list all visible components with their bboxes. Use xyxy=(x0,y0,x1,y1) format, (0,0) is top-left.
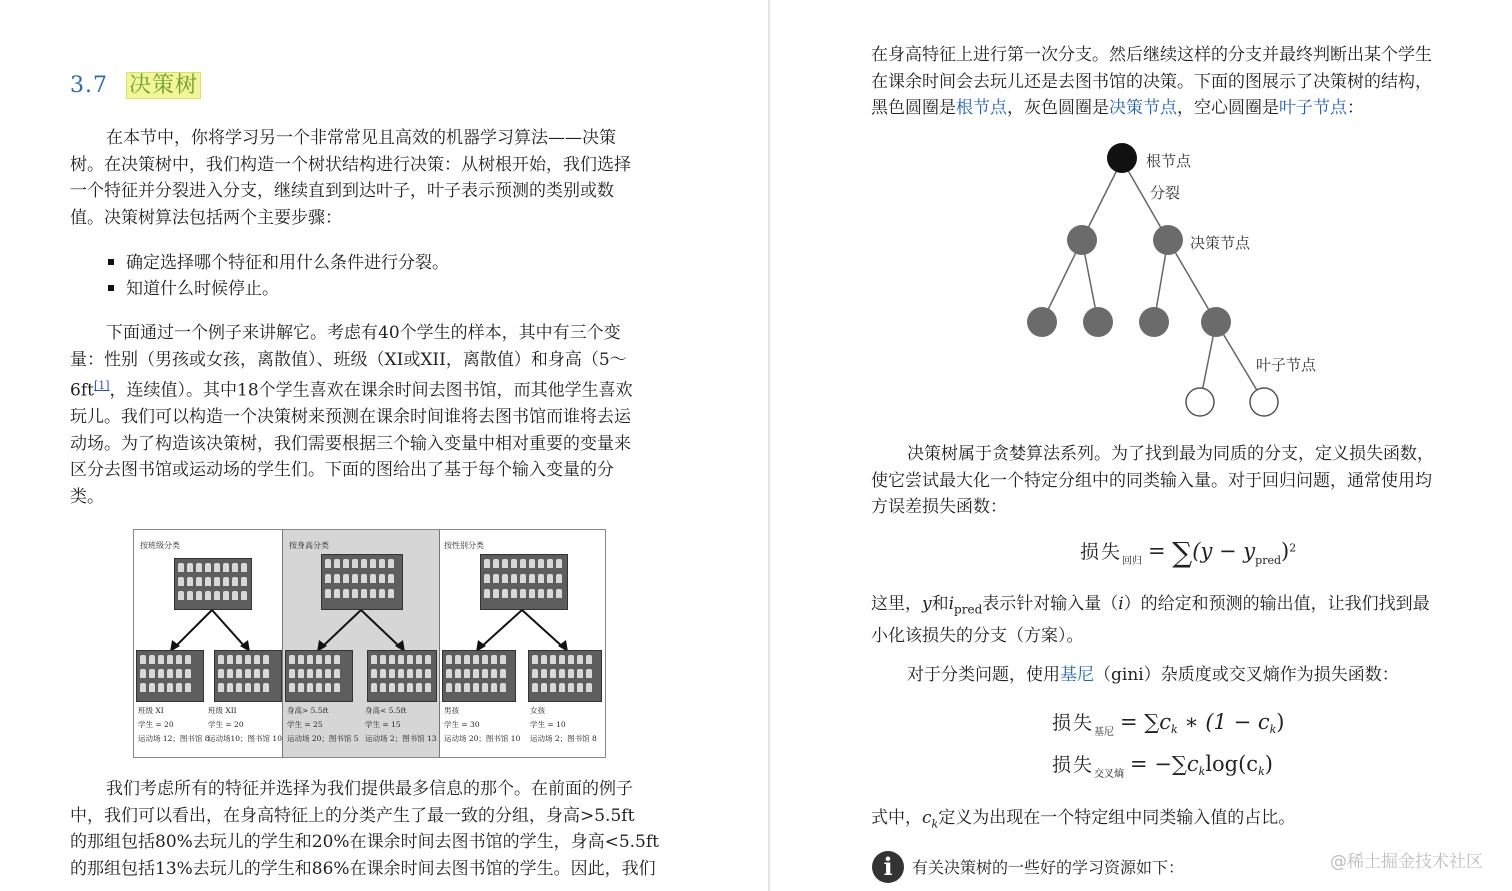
student-group-block xyxy=(214,650,282,702)
student-glyph xyxy=(371,655,377,664)
student-glyph xyxy=(482,683,488,692)
student-glyph xyxy=(254,683,260,692)
leaf-node xyxy=(1186,388,1214,416)
student-group-block xyxy=(285,650,353,702)
intro-line: 值。决策树算法包括两个主要步骤： xyxy=(70,207,342,228)
student-glyph xyxy=(307,655,313,664)
student-glyph xyxy=(559,655,565,664)
student-group-block xyxy=(528,650,602,702)
root-node-term: 根节点 xyxy=(956,98,1007,118)
example-line: 玩儿。我们可以构造一个决策树来预测在课余时间谁将去图书馆而谁将去运 xyxy=(70,407,631,428)
panel-title: 按身高分类 xyxy=(289,541,329,550)
student-glyph xyxy=(254,669,260,678)
tree-graph xyxy=(1020,138,1350,428)
student-glyph xyxy=(500,669,506,678)
student-glyph xyxy=(380,683,386,692)
student-glyph xyxy=(446,655,452,664)
student-glyph xyxy=(176,683,182,692)
panel-title: 按班级分类 xyxy=(140,541,180,550)
student-glyph xyxy=(158,669,164,678)
example-line: 动场。为了构造该决策树，我们需要根据三个输入变量中相对重要的变量来 xyxy=(70,433,631,454)
student-glyph xyxy=(532,683,538,692)
student-glyph xyxy=(586,683,592,692)
gini-loss-formula: 损失$_{基尼} = \sum c_k$ ∗ $(1 - c_k)$ xyxy=(1052,710,1285,738)
student-glyph xyxy=(455,683,461,692)
student-glyph xyxy=(416,683,422,692)
ck-definition: 式中，$c_k$定义为出现在一个特定组中同类输入值的占比。 xyxy=(871,808,1296,831)
student-glyph xyxy=(140,683,146,692)
student-glyph xyxy=(227,669,233,678)
student-glyph xyxy=(140,669,146,678)
student-glyph xyxy=(541,683,547,692)
student-glyph xyxy=(149,669,155,678)
bullet-item: 确定选择哪个特征和用什么条件进行分裂。 xyxy=(108,250,449,276)
student-glyph xyxy=(149,683,155,692)
group-caption: 身高> 5.5ft 学生 = 25 运动场 20；图书馆 5 xyxy=(287,706,359,743)
student-glyph xyxy=(263,655,269,664)
example-line: 类。 xyxy=(70,486,104,507)
student-glyph xyxy=(236,655,242,664)
student-glyph xyxy=(455,669,461,678)
example-line: 下面通过一个例子来讲解它。考虑有40个学生的样本，其中有三个变 xyxy=(106,323,621,343)
student-glyph xyxy=(167,669,173,678)
classification-figure xyxy=(133,529,606,758)
student-glyph xyxy=(577,655,583,664)
decision-node-term: 决策节点 xyxy=(1109,98,1177,118)
student-glyph xyxy=(140,655,146,664)
student-glyph xyxy=(473,669,479,678)
student-glyph xyxy=(446,683,452,692)
body-line: 我们考虑所有的特征并选择为我们提供最多信息的那个。在前面的例子 xyxy=(106,779,633,799)
student-glyph xyxy=(176,655,182,664)
student-glyph xyxy=(167,683,173,692)
student-glyph xyxy=(464,669,470,678)
bullet-marker xyxy=(108,285,114,291)
student-glyph xyxy=(407,655,413,664)
student-glyph xyxy=(425,683,431,692)
body-line: 的那组包括13%去玩儿的学生和86%在课余时间去图书馆的学生。因此，我们 xyxy=(70,858,656,879)
gini-term: 基尼 xyxy=(1060,665,1094,685)
section-number: 3.7 xyxy=(70,73,108,98)
student-glyph xyxy=(532,655,538,664)
section-heading xyxy=(70,68,201,99)
bullet-item: 知道什么时候停止。 xyxy=(108,276,279,302)
group-caption: 身高< 5.5ft 学生 = 15 运动场 2；图书馆 13 xyxy=(365,706,437,743)
student-glyph xyxy=(491,683,497,692)
footnote-link[interactable]: [1] xyxy=(93,379,110,392)
student-glyph xyxy=(425,655,431,664)
body-line: 在身高特征上进行第一次分支。然后继续这样的分支并最终判断出某个学生 xyxy=(871,45,1432,65)
student-glyph xyxy=(380,655,386,664)
root-node-label: 根节点 xyxy=(1146,152,1192,170)
student-glyph xyxy=(218,683,224,692)
body-line: 方误差损失函数： xyxy=(871,497,1007,517)
student-glyph xyxy=(316,669,322,678)
greedy-paragraph xyxy=(871,441,1434,521)
intro-line: 树。在决策树中，我们构造一个树状结构进行决策：从树根开始，我们选择 xyxy=(70,154,631,175)
student-glyph xyxy=(389,655,395,664)
body-line: 在课余时间会去玩儿还是去图书馆的决策。下面的图展示了决策树的结构， xyxy=(871,71,1432,92)
group-caption: 女孩 学生 = 10 运动场 2；图书馆 8 xyxy=(530,706,597,743)
root-node xyxy=(1107,143,1137,173)
student-glyph xyxy=(245,683,251,692)
student-glyph xyxy=(500,683,506,692)
student-glyph xyxy=(185,669,191,678)
student-glyph xyxy=(334,683,340,692)
student-glyph xyxy=(167,655,173,664)
student-glyph xyxy=(473,655,479,664)
example-line: 6ft[1]，连续值）。其中18个学生喜欢在课余时间去图书馆，而其他学生喜欢 xyxy=(70,379,633,401)
decision-node xyxy=(1201,307,1231,337)
decision-node xyxy=(1067,225,1097,255)
section-title: 决策树 xyxy=(126,72,201,99)
example-line: 量：性别（男孩或女孩，离散值）、班级（XI或XII，离散值）和身高（5～ xyxy=(70,349,627,370)
student-glyph xyxy=(371,683,377,692)
student-glyph xyxy=(307,669,313,678)
after-figure-paragraph xyxy=(70,776,659,882)
resources-note: 有关决策树的一些好的学习资源如下： xyxy=(912,858,1185,877)
student-glyph xyxy=(185,683,191,692)
student-glyph xyxy=(307,683,313,692)
student-glyph xyxy=(245,655,251,664)
split-label: 分裂 xyxy=(1150,184,1181,202)
body-line: 决策树属于贪婪算法系列。为了找到最为同质的分支，定义损失函数， xyxy=(907,444,1434,464)
student-glyph xyxy=(298,669,304,678)
student-glyph xyxy=(559,669,565,678)
body-line: 黑色圆圈是根节点，灰色圆圈是决策节点，空心圆圈是叶子节点： xyxy=(871,98,1364,118)
decision-tree-diagram xyxy=(1020,138,1350,428)
example-paragraph xyxy=(70,320,633,510)
intro-paragraph xyxy=(70,125,631,231)
decision-node xyxy=(1083,307,1113,337)
student-glyph xyxy=(218,669,224,678)
body-line: 的那组包括80%去玩儿的学生和20%在课余时间去图书馆的学生，身高<5.5ft xyxy=(70,832,659,852)
student-glyph xyxy=(158,683,164,692)
student-glyph xyxy=(407,683,413,692)
student-glyph xyxy=(541,669,547,678)
student-glyph xyxy=(455,655,461,664)
student-glyph xyxy=(398,683,404,692)
group-caption: 班级 XII 学生 = 20 运动场10；图书馆 10 xyxy=(208,706,282,743)
student-glyph xyxy=(577,683,583,692)
student-glyph xyxy=(254,655,260,664)
student-glyph xyxy=(568,655,574,664)
student-glyph xyxy=(325,683,331,692)
student-glyph xyxy=(380,669,386,678)
student-glyph xyxy=(568,683,574,692)
student-glyph xyxy=(577,669,583,678)
gini-paragraph: 对于分类问题，使用基尼（gini）杂质度或交叉熵作为损失函数： xyxy=(907,665,1399,685)
student-glyph xyxy=(464,655,470,664)
figure-panel-gender xyxy=(438,530,605,757)
student-glyph xyxy=(298,655,304,664)
student-glyph xyxy=(491,669,497,678)
example-line: 区分去图书馆或运动场的学生们。下面的图给出了基于每个输入变量的分 xyxy=(70,460,614,481)
student-glyph xyxy=(149,655,155,664)
student-glyph xyxy=(491,655,497,664)
decision-node-label: 决策节点 xyxy=(1190,234,1251,252)
student-glyph xyxy=(586,655,592,664)
student-glyph xyxy=(158,655,164,664)
student-glyph xyxy=(185,655,191,664)
figure-panel-class xyxy=(134,530,282,757)
student-glyph xyxy=(425,669,431,678)
student-glyph xyxy=(289,669,295,678)
student-glyph xyxy=(500,655,506,664)
student-glyph xyxy=(416,669,422,678)
leaf-node-term: 叶子节点 xyxy=(1279,98,1347,118)
student-glyph xyxy=(227,683,233,692)
student-glyph xyxy=(550,669,556,678)
student-group-block xyxy=(442,650,516,702)
student-glyph xyxy=(398,669,404,678)
body-line: 这里，y和$i_{pred}$表示针对输入量（i）的给定和预测的输出值，让我们找到最 xyxy=(871,594,1430,617)
leaf-node xyxy=(1250,388,1278,416)
decision-node xyxy=(1027,307,1057,337)
info-icon: i xyxy=(872,851,904,883)
student-glyph xyxy=(263,669,269,678)
student-glyph xyxy=(236,683,242,692)
student-glyph xyxy=(464,683,470,692)
intro-line: 一个特征并分裂进入分支，继续直到到达叶子，叶子表示预测的类别或数 xyxy=(70,181,614,201)
continuation-paragraph xyxy=(871,42,1432,122)
student-glyph xyxy=(325,669,331,678)
site-watermark: @稀土掘金技术社区 xyxy=(1330,852,1483,872)
intro-line: 在本节中，你将学习另一个非常常见且高效的机器学习算法——决策 xyxy=(106,128,616,148)
student-glyph xyxy=(245,669,251,678)
student-glyph xyxy=(316,655,322,664)
figure-panel-height xyxy=(282,530,440,757)
student-glyph xyxy=(263,683,269,692)
student-glyph xyxy=(389,683,395,692)
regression-loss-formula: 损失$_{回归} = \sum(y - y_{pred})^2$ xyxy=(1080,536,1297,569)
student-glyph xyxy=(289,655,295,664)
decision-node xyxy=(1139,307,1169,337)
student-glyph xyxy=(550,655,556,664)
student-glyph xyxy=(227,655,233,664)
student-glyph xyxy=(371,669,377,678)
student-glyph xyxy=(482,669,488,678)
student-glyph xyxy=(236,669,242,678)
student-glyph xyxy=(559,683,565,692)
student-glyph xyxy=(586,669,592,678)
body-line: 中，我们可以看出，在身高特征上的分类产生了最一致的分组，身高>5.5ft xyxy=(70,805,635,826)
cross-entropy-loss-formula: 损失$_{交叉熵} = -\sum c_k\log(c_k)$ xyxy=(1052,752,1273,780)
student-glyph xyxy=(334,669,340,678)
student-glyph xyxy=(541,655,547,664)
student-glyph xyxy=(473,683,479,692)
leaf-node-label: 叶子节点 xyxy=(1256,356,1317,374)
student-glyph xyxy=(176,669,182,678)
decision-node xyxy=(1153,225,1183,255)
student-glyph xyxy=(218,655,224,664)
explanation-paragraph xyxy=(871,591,1430,649)
student-glyph xyxy=(532,669,538,678)
student-glyph xyxy=(325,655,331,664)
body-line: 小化该损失的分支（方案）。 xyxy=(871,625,1084,646)
group-caption: 班级 XI 学生 = 20 运动场 12；图书馆 8 xyxy=(138,706,210,743)
student-glyph xyxy=(289,683,295,692)
panel-title: 按性别分类 xyxy=(444,541,484,550)
student-group-block xyxy=(367,650,437,702)
student-glyph xyxy=(298,683,304,692)
body-line: 使它尝试最大化一个特定分组中的同类输入量。对于回归问题，通常使用均 xyxy=(871,470,1432,491)
student-glyph xyxy=(398,655,404,664)
student-group-block xyxy=(136,650,204,702)
student-glyph xyxy=(407,669,413,678)
group-caption: 男孩 学生 = 30 运动场 20；图书馆 10 xyxy=(444,706,521,743)
student-glyph xyxy=(568,669,574,678)
student-glyph xyxy=(482,655,488,664)
student-glyph xyxy=(550,683,556,692)
student-glyph xyxy=(416,655,422,664)
student-glyph xyxy=(334,655,340,664)
student-glyph xyxy=(316,683,322,692)
bullet-marker xyxy=(108,259,114,265)
student-glyph xyxy=(389,669,395,678)
student-glyph xyxy=(446,669,452,678)
